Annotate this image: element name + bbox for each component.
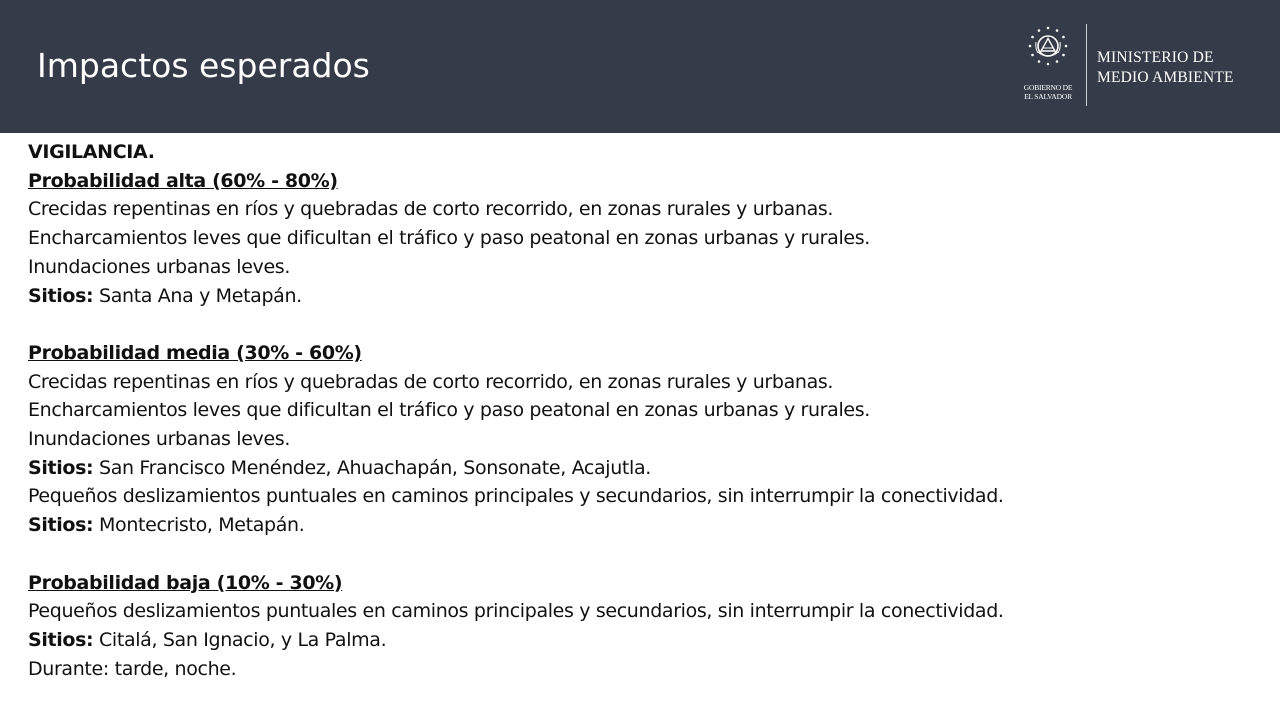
sitios-label: Sitios: (28, 514, 94, 537)
durante-line: Durante: tarde, noche. (28, 657, 237, 680)
sitios-label: Sitios: (28, 628, 94, 651)
page-title: Impactos esperados (37, 46, 370, 85)
sitios-label: Sitios: (28, 284, 94, 307)
section-heading-media: Probabilidad media (30% - 60%) (28, 341, 362, 364)
alert-level: VIGILANCIA. (28, 141, 155, 163)
blank-line (28, 310, 1258, 339)
section-heading-baja: Probabilidad baja (10% - 30%) (28, 571, 343, 594)
sitios-value: Montecristo, Metapán. (93, 514, 305, 537)
impact-line: Inundaciones urbanas leves. (28, 428, 291, 451)
impact-line: Pequeños deslizamientos puntuales en caminos principales y secundarios, sin interrumpir la conectividad. (28, 485, 1004, 508)
impact-line: Pequeños deslizamientos puntuales en caminos principales y secundarios, sin interrumpir la conectividad. (28, 600, 1004, 623)
header-bar (0, 0, 1280, 133)
sitios-label: Sitios: (28, 456, 94, 479)
ministry-logo (1016, 22, 1256, 108)
blank-line (28, 540, 1258, 569)
impact-line: Crecidas repentinas en ríos y quebradas de corto recorrido, en zonas rurales y urbanas. (28, 198, 834, 221)
sitios-line (28, 626, 1258, 655)
impact-line: Encharcamientos leves que dificultan el tráfico y paso peatonal en zonas urbanas y rurales. (28, 227, 870, 250)
sitios-line (28, 454, 1258, 483)
impacts-content (28, 138, 1258, 683)
sitios-line (28, 282, 1258, 311)
sitios-value: Santa Ana y Metapán. (93, 284, 302, 307)
impact-line: Crecidas repentinas en ríos y quebradas de corto recorrido, en zonas rurales y urbanas. (28, 370, 834, 393)
ministry-name: MINISTERIO DE MEDIO AMBIENTE (1097, 49, 1234, 86)
section-heading-alta: Probabilidad alta (60% - 80%) (28, 169, 338, 192)
seal-caption: GOBIERNO DE EL SALVADOR (1023, 83, 1073, 101)
impact-line: Encharcamientos leves que dificultan el tráfico y paso peatonal en zonas urbanas y rurales. (28, 399, 870, 422)
sitios-line (28, 511, 1258, 540)
sitios-value: San Francisco Menéndez, Ahuachapán, Sonsonate, Acajutla. (93, 456, 651, 479)
logo-divider (1086, 24, 1087, 106)
impact-line: Inundaciones urbanas leves. (28, 255, 291, 278)
sitios-value: Citalá, San Ignacio, y La Palma. (93, 628, 387, 651)
